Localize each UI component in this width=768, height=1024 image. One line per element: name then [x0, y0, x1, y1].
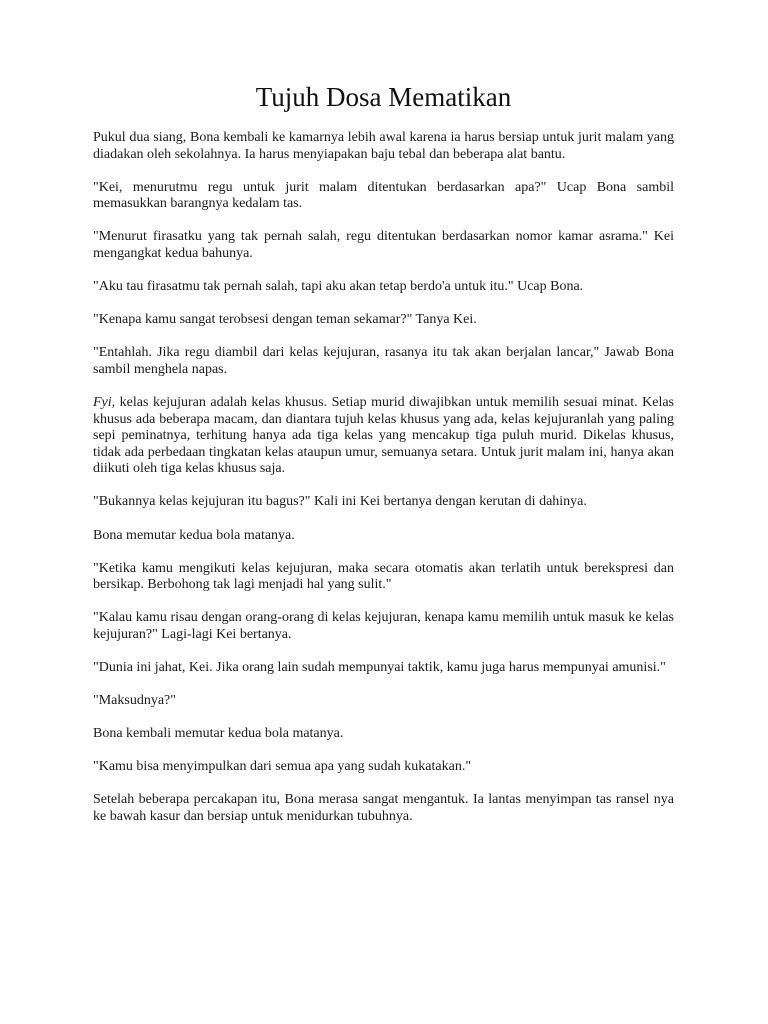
paragraph	[93, 345, 674, 378]
paragraph	[93, 561, 674, 594]
paragraph-text: "Ketika kamu mengikuti kelas kejujuran, maka secara otomatis akan terlatih untuk berekspresi dan bersikap. Berbohong tak lagi menjadi hal yang sulit."	[93, 560, 674, 593]
paragraph-text: "Kenapa kamu sangat terobsesi dengan teman sekamar?" Tanya Kei.	[93, 312, 477, 328]
paragraph	[93, 130, 674, 163]
paragraph	[93, 693, 674, 710]
paragraph	[93, 229, 674, 262]
paragraph	[93, 312, 674, 329]
paragraph-text: "Kalau kamu risau dengan orang-orang di kelas kejujuran, kenapa kamu memilih untuk masuk ke kelas kejujuran?" Lagi-lagi Kei bertanya.	[93, 610, 674, 642]
italic-lead: Fyi,	[93, 394, 116, 410]
paragraph-text: "Aku tau firasatmu tak pernah salah, tapi aku akan tetap berdo'a untuk itu." Ucap Bona.	[93, 279, 584, 295]
paragraph-text: kelas kejujuran adalah kelas khusus. Setiap murid diwajibkan untuk memilih sesuai minat. Kelas khusus ada beberapa macam, dan diantara tujuh kelas khusus yang ada, kelas kejujuranlah yang paling sepi peminatnya, terhitung hanya ada tiga kelas yang mencakup tiga puluh murid. Dikelas khusus, tidak ada perbedaan tingkatan kelas ataupun umur, semuanya setara. Untuk jurit malam ini, hanya akan diikuti oleh tiga kelas khusus saja.	[93, 394, 674, 477]
paragraph-text: Pukul dua siang, Bona kembali ke kamarnya lebih awal karena ia harus bersiap untuk jurit malam yang diadakan oleh sekolahnya. Ia harus menyiapakan baju tebal dan beberapa alat bantu.	[93, 130, 674, 162]
paragraph	[93, 180, 674, 213]
paragraph	[93, 279, 674, 296]
paragraph	[93, 660, 674, 677]
paragraph-text: "Kamu bisa menyimpulkan dari semua apa yang sudah kukatakan."	[93, 759, 472, 775]
paragraph	[93, 792, 674, 825]
paragraph-text: "Maksudnya?"	[93, 693, 176, 709]
paragraph	[93, 528, 674, 545]
paragraph-text: Setelah beberapa percakapan itu, Bona merasa sangat mengantuk. Ia lantas menyimpan tas ransel nya ke bawah kasur dan bersiap untuk menidurkan tubuhnya.	[93, 792, 674, 824]
paragraph-text: Bona memutar kedua bola matanya.	[93, 527, 295, 543]
paragraph-text: "Kei, menurutmu regu untuk jurit malam ditentukan berdasarkan apa?" Ucap Bona sambil memasukkan barangnya kedalam tas.	[93, 179, 674, 212]
paragraph	[93, 726, 674, 743]
paragraph	[93, 610, 674, 643]
paragraph-text: "Menurut firasatku yang tak pernah salah, regu ditentukan berdasarkan nomor kamar asrama." Kei mengangkat kedua bahunya.	[93, 229, 674, 261]
paragraph	[93, 494, 674, 511]
paragraph	[93, 759, 674, 776]
paragraph-text: "Dunia ini jahat, Kei. Jika orang lain sudah mempunyai taktik, kamu juga harus mempunyai amunisi."	[93, 659, 666, 675]
paragraph	[93, 395, 674, 478]
paragraph-text: "Entahlah. Jika regu diambil dari kelas kejujuran, rasanya itu tak akan berjalan lancar," Jawab Bona sambil menghela napas.	[93, 345, 674, 377]
document-page	[93, 80, 674, 842]
paragraph-text: Bona kembali memutar kedua bola matanya.	[93, 726, 344, 742]
paragraph-text: "Bukannya kelas kejujuran itu bagus?" Kali ini Kei bertanya dengan kerutan di dahinya.	[93, 494, 587, 510]
document-title: Tujuh Dosa Mematikan	[255, 82, 512, 112]
